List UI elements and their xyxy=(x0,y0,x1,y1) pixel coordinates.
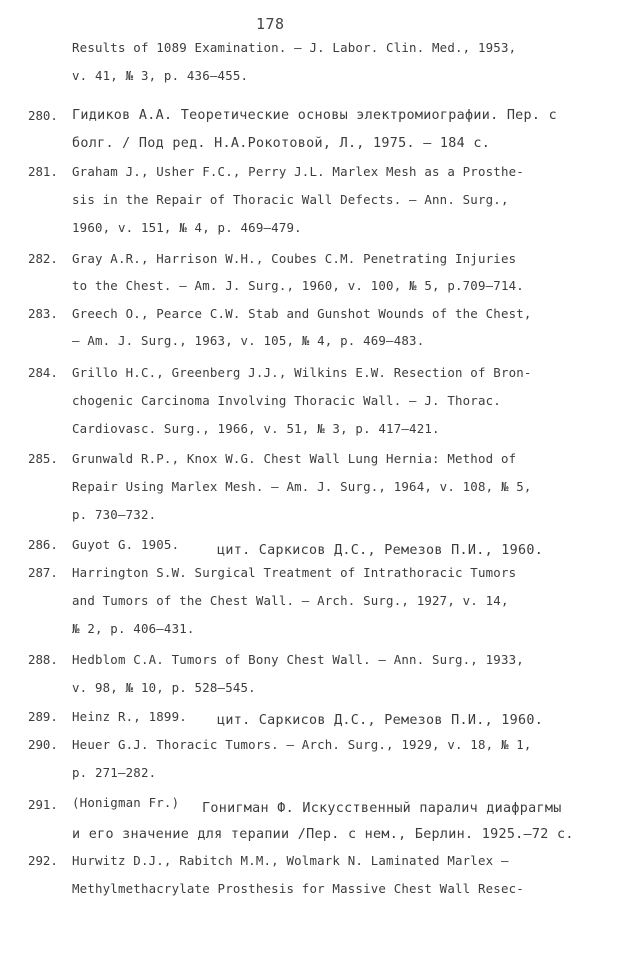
reference-line-ru: цит. Саркисов Д.С., Ремезов П.И., 1960. xyxy=(217,713,544,728)
reference-number: 291. xyxy=(28,797,58,812)
reference-number: 288. xyxy=(28,652,58,667)
reference-line: p. 271–282. xyxy=(72,765,157,780)
reference-number: 283. xyxy=(28,306,58,321)
reference-number: 284. xyxy=(28,365,58,380)
reference-line: Greech O., Pearce C.W. Stab and Gunshot Wounds of the Chest, xyxy=(72,306,532,321)
reference-line: Гидиков А.А. Теоретические основы электромиографии. Пер. с xyxy=(72,108,557,123)
reference-line: и его значение для терапии /Пер. с нем., Берлин. 1925.–72 с. xyxy=(72,827,574,842)
reference-line: v. 98, № 10, p. 528–545. xyxy=(72,680,256,695)
reference-line: Hedblom C.A. Tumors of Bony Chest Wall. – Ann. Surg., 1933, xyxy=(72,652,524,667)
reference-number: 285. xyxy=(28,451,58,466)
reference-number: 282. xyxy=(28,251,58,266)
reference-line: болг. / Под ред. Н.А.Рокотовой, Л., 1975. – 184 с. xyxy=(72,136,491,151)
reference-line: – Am. J. Surg., 1963, v. 105, № 4, p. 469–483. xyxy=(72,333,425,348)
reference-number: 292. xyxy=(28,853,58,868)
reference-line: sis in the Repair of Thoracic Wall Defects. – Ann. Surg., xyxy=(72,192,509,207)
reference-line: chogenic Carcinoma Involving Thoracic Wall. – J. Thorac. xyxy=(72,393,501,408)
reference-line: Graham J., Usher F.C., Perry J.L. Marlex Mesh as a Prosthe- xyxy=(72,164,524,179)
reference-number: 290. xyxy=(28,737,58,752)
reference-line: Heinz R., 1899. xyxy=(72,709,187,724)
reference-number: 287. xyxy=(28,565,58,580)
reference-line: Grunwald R.P., Knox W.G. Chest Wall Lung Hernia: Method of xyxy=(72,451,517,466)
reference-number: 280. xyxy=(28,108,58,123)
reference-line: Guyot G. 1905. xyxy=(72,537,180,552)
reference-number: 289. xyxy=(28,709,58,724)
reference-line: № 2, p. 406–431. xyxy=(72,621,195,636)
reference-number: 281. xyxy=(28,164,58,179)
reference-line-ru: цит. Саркисов Д.С., Ремезов П.И., 1960. xyxy=(217,543,544,558)
reference-line: Harrington S.W. Surgical Treatment of Intrathoracic Tumors xyxy=(72,565,517,580)
reference-line: (Honigman Fr.) xyxy=(72,795,180,810)
reference-line: Repair Using Marlex Mesh. – Am. J. Surg., 1964, v. 108, № 5, xyxy=(72,479,532,494)
reference-line: and Tumors of the Chest Wall. – Arch. Surg., 1927, v. 14, xyxy=(72,593,509,608)
reference-line: v. 41, № 3, p. 436–455. xyxy=(72,68,249,83)
reference-line: 1960, v. 151, № 4, p. 469–479. xyxy=(72,220,302,235)
reference-line: Cardiovasc. Surg., 1966, v. 51, № 3, p. 417–421. xyxy=(72,421,440,436)
reference-line: to the Chest. – Am. J. Surg., 1960, v. 100, № 5, p.709–714. xyxy=(72,278,524,293)
reference-line: Gray A.R., Harrison W.H., Coubes C.M. Penetrating Injuries xyxy=(72,251,517,266)
reference-line: Results of 1089 Examination. – J. Labor. Clin. Med., 1953, xyxy=(72,40,517,55)
reference-line-ru: Гонигман Ф. Искусственный паралич диафрагмы xyxy=(202,801,562,816)
page-number: 178 xyxy=(256,15,285,33)
reference-line: Grillo H.C., Greenberg J.J., Wilkins E.W. Resection of Bron- xyxy=(72,365,532,380)
reference-line: p. 730–732. xyxy=(72,507,157,522)
reference-number: 286. xyxy=(28,537,58,552)
reference-line: Heuer G.J. Thoracic Tumors. – Arch. Surg., 1929, v. 18, № 1, xyxy=(72,737,532,752)
reference-line: Hurwitz D.J., Rabitch M.M., Wolmark N. Laminated Marlex – xyxy=(72,853,509,868)
reference-line: Methylmethacrylate Prosthesis for Massive Chest Wall Resec- xyxy=(72,881,524,896)
